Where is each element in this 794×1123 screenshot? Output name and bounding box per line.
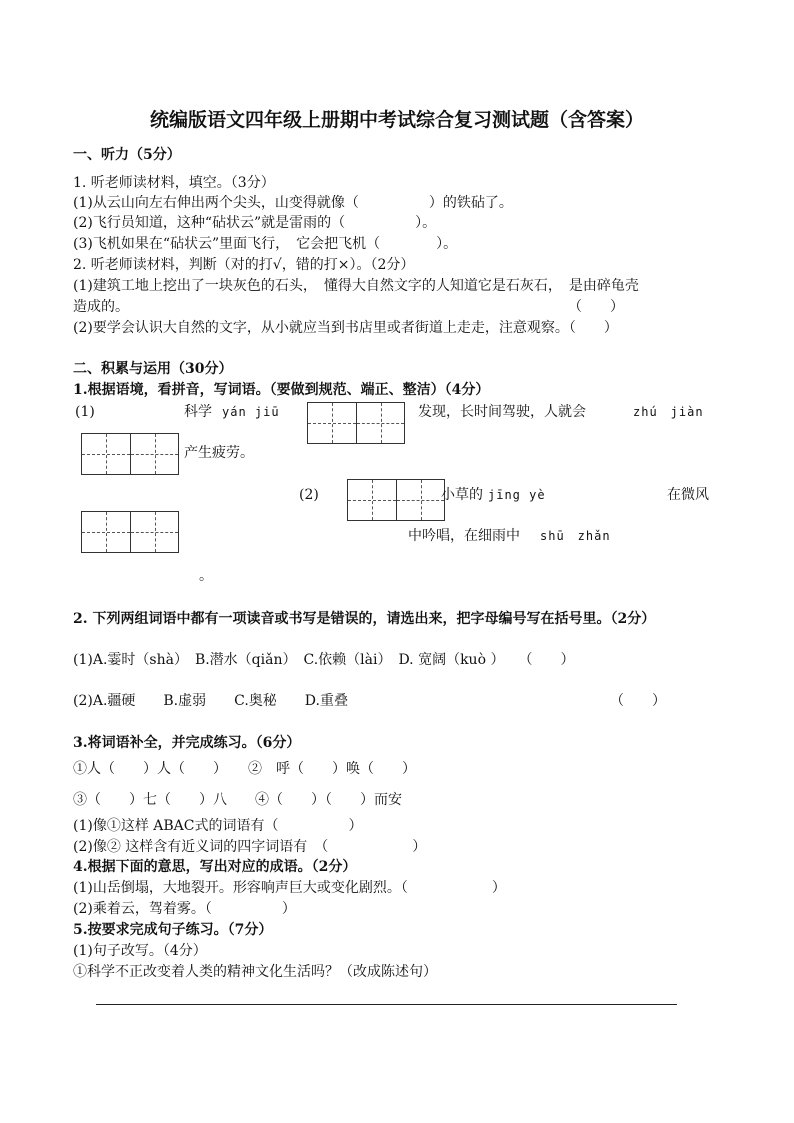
writing-cell[interactable] [130,512,178,552]
question-1-2-1-cont: 造成的。 [73,299,129,315]
question-1-1-1: (1)从云山向左右伸出两个尖头，山变得就像（ ）的铁砧了。 [73,195,513,211]
answer-bracket: （ ） [610,693,666,709]
section1-heading: 一、听力（5分） [73,147,181,163]
question-2-3-words-a: ①人（ ）人（ ） ② 呼（ ）唤（ ） [73,761,416,777]
question-2-4: 4.根据下面的意思，写出对应的成语。（2分） [73,859,357,875]
question-2-1-1-text-a: 科学 [184,404,212,420]
question-2-5: 5.按要求完成句子练习。（7分） [73,922,273,938]
question-1-1-2: (2)飞行员知道，这种“砧状云”就是雷雨的（ ）。 [73,215,437,231]
question-2-2-2: (2)A.疆硬 B.虚弱 C.奥秘 D.重叠 [73,693,348,709]
question-1-2-1: (1)建筑工地上挖出了一块灰色的石头， 懂得大自然文字的人知道它是石灰石， 是由碎龟壳 [73,278,639,294]
writing-cell[interactable] [82,512,130,552]
question-2-5-1-1: ①科学不正改变着人类的精神文化生活吗？（改成陈述句） [73,964,437,980]
question-2-1-1-text-c: 产生疲劳。 [184,445,254,461]
writing-cell[interactable] [82,434,130,474]
writing-cell[interactable] [348,480,396,520]
writing-cell[interactable] [396,480,444,520]
question-2-1-2-text-c: 中吟唱，在细雨中 [408,528,520,544]
section2-heading: 二、积累与运用（30分） [73,361,233,377]
question-2-1-1-number: (1) [75,404,95,420]
question-1-2-2: (2)要学会认识大自然的文字，从小就应当到书店里或者街道上走走，注意观察。（ ） [73,320,618,336]
question-2-1: 1.根据语境，看拼音，写词语。（要做到规范、端正、整洁）（4分） [73,382,490,398]
question-2-3: 3.将词语补全，并完成练习。（6分） [73,735,301,751]
question-1-2: 2. 听老师读材料，判断（对的打√，错的打×）。（2分） [73,257,415,273]
question-2-3-1: (1)像①这样 ABAC式的词语有（ ） [73,818,363,834]
pinyin-jing-ye: jīng yè [488,488,546,502]
writing-cell[interactable] [356,403,404,443]
question-1-1: 1. 听老师读材料，填空。（3分） [73,175,275,191]
question-2-4-1: (1)山岳倒塌，大地裂开。形容响声巨大或变化剧烈。（ ） [73,880,506,896]
pinyin-yan-jiu: yán jiū [222,405,280,419]
pinyin-zhu-jian: zhú jiàn [633,405,704,419]
answer-bracket: （ ） [568,299,624,315]
question-2-4-2: (2)乘着云，驾着雾。（ ） [73,901,296,917]
question-2-5-1: (1)句子改写。（4分） [73,943,207,959]
writing-grid-4[interactable] [81,511,179,553]
writing-grid-1[interactable] [307,402,405,444]
question-2-1-2-period: 。 [199,568,213,584]
question-2-1-2-text-b: 在微风 [667,487,709,503]
page-title: 统编版语文四年级上册期中考试综合复习测试题（含答案） [149,109,644,131]
writing-cell[interactable] [130,434,178,474]
question-2-3-2: (2)像② 这样含有近义词的四字词语有 （ ） [73,839,427,855]
question-2-3-words-b: ③（ ）七（ ）八 ④（ ）（ ）而安 [73,792,402,808]
writing-grid-3[interactable] [347,479,445,521]
pinyin-shu-zhan: shū zhǎn [540,529,611,543]
writing-grid-2[interactable] [81,433,179,475]
question-2-1-2-text-a: 小草的 [441,487,483,503]
question-2-1-1-text-b: 发现，长时间驾驶，人就会 [418,404,586,420]
question-1-1-3: (3)飞机如果在“砧状云”里面飞行， 它会把飞机（ ）。 [73,236,458,252]
question-2-2-1: (1)A.霎时（shà） B.潜水（qiǎn） C.依赖（lài） D. 宽阔（kuò ） （ ） [73,652,575,668]
question-2-2: 2. 下列两组词语中都有一项读音或书写是错误的，请选出来，把字母编号写在括号里。（2分） [73,611,656,627]
question-2-1-2-number: (2) [299,487,319,503]
writing-cell[interactable] [308,403,356,443]
answer-line[interactable] [96,1004,677,1005]
